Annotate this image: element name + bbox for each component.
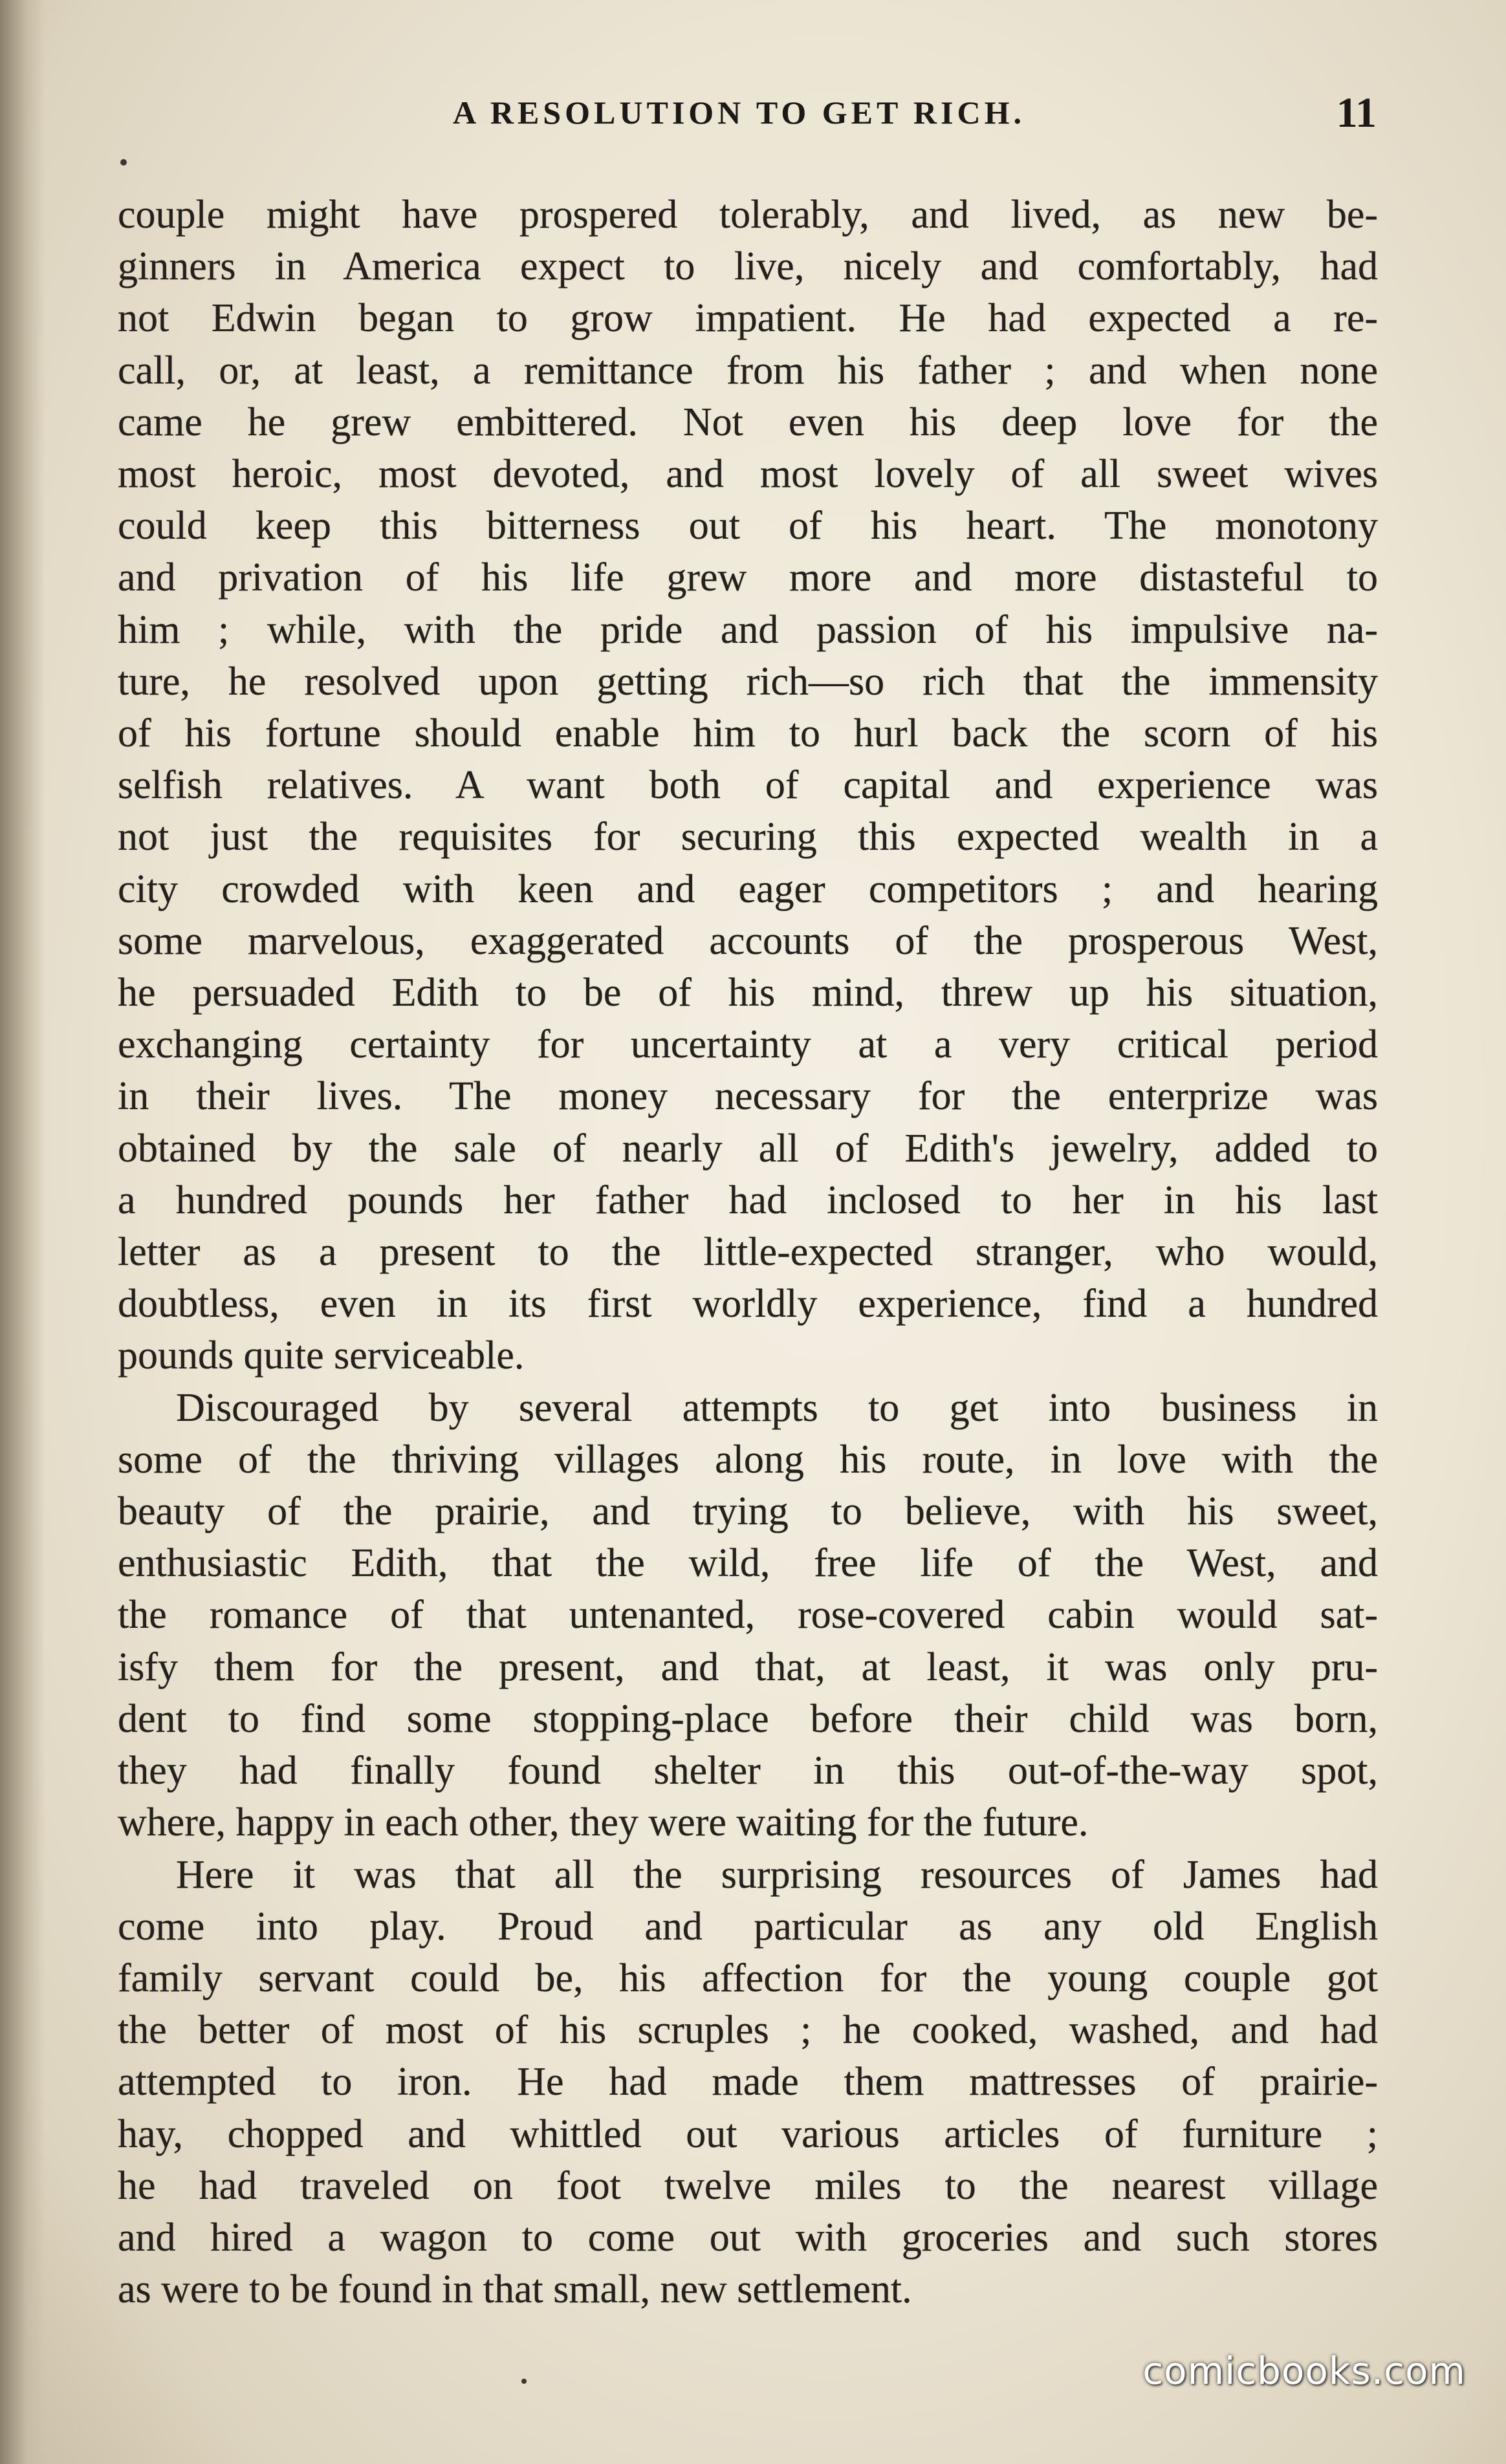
text-line: came he grew embittered. Not even his deep love for the [118,400,1378,444]
text-line: he had traveled on foot twelve miles to the nearest village [118,2163,1378,2208]
text-line: most heroic, most devoted, and most lovely of all sweet wives [118,452,1378,497]
page-number: 11 [1336,89,1377,136]
text-line: hay, chopped and whittled out various articles of furniture ; [118,2112,1378,2156]
paragraph [118,189,1378,1382]
text-line: selfish relatives. A want both of capital and experience was [118,763,1378,808]
page-header [0,89,1506,152]
page-gutter-shadow [0,0,45,2464]
text-line: some of the thriving villages along his route, in love with the [118,1437,1378,1482]
text-line: a hundred pounds her father had inclosed to her in his last [118,1178,1378,1222]
text-line: dent to find some stopping-place before their child was born, [118,1696,1378,1741]
text-line: in their lives. The money necessary for the enterprize was [118,1074,1378,1119]
text-line: isfy them for the present, and that, at least, it was only pru- [118,1645,1378,1689]
text-line: where, happy in each other, they were waiting for the future. [118,1800,1089,1845]
watermark: comicbooks.com [1142,2349,1466,2393]
text-line: pounds quite serviceable. [118,1334,525,1378]
paragraph [118,1382,1378,1849]
text-line: could keep this bitterness out of his heart. The monotony [118,504,1378,548]
print-speck [521,2379,527,2384]
text-line: not just the requisites for securing this expected wealth in a [118,815,1378,859]
text-line: letter as a present to the little-expected stranger, who would, [118,1230,1378,1275]
text-line: and hired a wagon to come out with groceries and such stores [118,2215,1378,2260]
paragraph [118,1849,1378,2316]
text-line: the romance of that untenanted, rose-covered cabin would sat- [118,1593,1378,1637]
body-text [118,189,1378,2315]
running-head: A RESOLUTION TO GET RICH. [453,94,1025,131]
text-line: some marvelous, exaggerated accounts of the prosperous West, [118,918,1378,963]
text-line: Here it was that all the surprising resources of James had [176,1852,1378,1897]
text-line: ture, he resolved upon getting rich—so rich that the immensity [118,659,1378,704]
text-line: not Edwin began to grow impatient. He had expected a re- [118,296,1378,341]
text-line: doubtless, even in its first worldly experience, find a hundred [118,1282,1378,1326]
text-line: enthusiastic Edith, that the wild, free life of the West, and [118,1541,1378,1586]
print-speck [120,159,127,166]
text-line: city crowded with keen and eager competitors ; and hearing [118,867,1378,911]
text-line: ginners in America expect to live, nicely and comfortably, had [118,244,1378,289]
text-line: they had finally found shelter in this out-of-the-way spot, [118,1749,1378,1793]
text-line: him ; while, with the pride and passion of his impulsive na- [118,607,1378,652]
text-line: of his fortune should enable him to hurl back the scorn of his [118,711,1378,756]
text-line: attempted to iron. He had made them mattresses of prairie- [118,2060,1378,2104]
text-line: call, or, at least, a remittance from his father ; and when none [118,348,1378,393]
text-line: Discouraged by several attempts to get into business in [176,1385,1378,1430]
text-line: as were to be found in that small, new settlement. [118,2267,912,2312]
text-line: family servant could be, his affection for the young couple got [118,1956,1378,2000]
text-line: obtained by the sale of nearly all of Edith's jewelry, added to [118,1126,1378,1171]
text-line: he persuaded Edith to be of his mind, threw up his situation, [118,971,1378,1015]
text-line: and privation of his life grew more and more distasteful to [118,556,1378,600]
text-line: exchanging certainty for uncertainty at a very critical period [118,1022,1378,1067]
text-line: beauty of the prairie, and trying to believe, with his sweet, [118,1489,1378,1534]
text-line: couple might have prospered tolerably, and lived, as new be- [118,193,1378,237]
text-line: come into play. Proud and particular as any old English [118,1904,1378,1949]
text-line: the better of most of his scruples ; he cooked, washed, and had [118,2008,1378,2053]
